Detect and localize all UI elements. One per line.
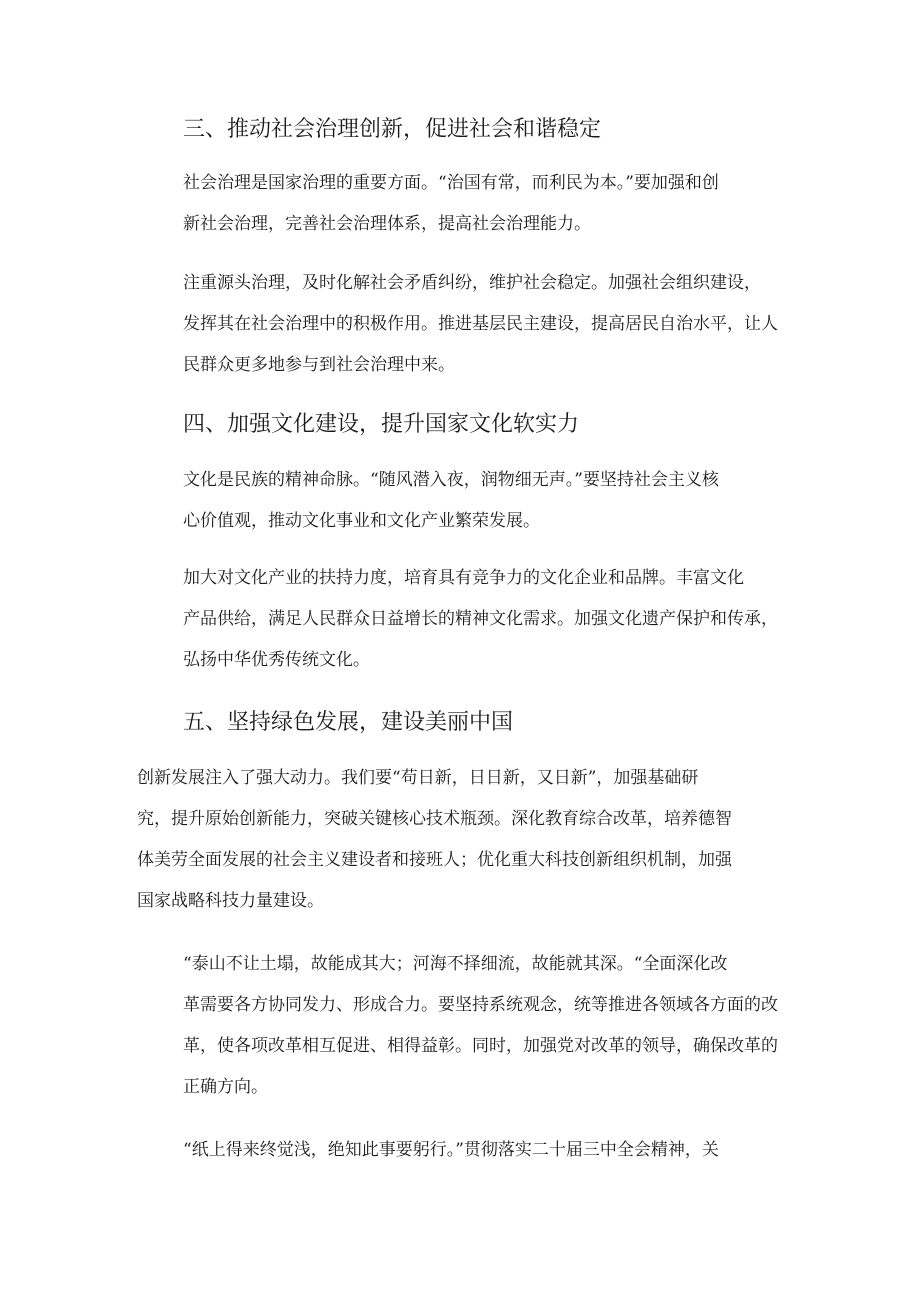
paragraph (137, 1130, 793, 1171)
section-heading-5: 五、坚持绿色发展，建设美丽中国 (183, 710, 514, 735)
text-line: 文化是民族的精神命脉。“随风潜入夜，润物细无声。”要坚持社会主义核 (183, 470, 719, 490)
text-line: 加大对文化产业的扶持力度，培育具有竞争力的文化企业和品牌。丰富文化 (183, 568, 744, 588)
paragraph (137, 460, 793, 542)
text-line: 新社会治理，完善社会治理体系，提高社会治理能力。 (183, 214, 591, 234)
text-line: 究，提升原始创新能力，突破关键核心技术瓶颈。深化教育综合改革，培养德智 (137, 809, 732, 829)
text-line: 革，使各项改革相互促进、相得益彰。同时，加强党对改革的领导，确保改革的 (183, 1036, 778, 1056)
text-line: “纸上得来终觉浅，绝知此事要躬行。”贯彻落实二十届三中全会精神，关 (183, 1140, 719, 1160)
text-line: 产品供给，满足人民群众日益增长的精神文化需求。加强文化遗产保护和传承， (183, 609, 778, 629)
text-line: 注重源头治理，及时化解社会矛盾纠纷，维护社会稳定。加强社会组织建设， (183, 273, 761, 293)
paragraph (137, 163, 793, 245)
text-line: 社会治理是国家治理的重要方面。“治国有常，而利民为本。”要加强和创 (183, 173, 719, 193)
section-heading-3: 三、推动社会治理创新，促进社会和谐稳定 (183, 117, 602, 142)
text-line: 革需要各方协同发力、形成合力。要坚持系统观念，统等推进各领域各方面的改 (183, 995, 778, 1015)
text-line: 心价值观，推动文化事业和文化产业繁荣发展。 (183, 511, 540, 531)
text-line: 民群众更多地参与到社会治理中来。 (183, 355, 455, 375)
paragraph (137, 263, 793, 386)
text-line: 国家战略科技力量建设。 (137, 891, 324, 911)
text-line: 创新发展注入了强大动力。我们要“苟日新，日日新，又日新”，加强基础研 (137, 768, 699, 788)
text-line: 发挥其在社会治理中的积极作用。推进基层民主建设，提高居民自治水平，让人 (183, 314, 778, 334)
text-line: 弘扬中华优秀传统文化。 (183, 650, 370, 670)
section-heading-4: 四、加强文化建设，提升国家文化软实力 (183, 412, 580, 437)
text-line: 体美劳全面发展的社会主义建设者和接班人；优化重大科技创新组织机制，加强 (137, 850, 732, 870)
paragraph (137, 558, 793, 681)
paragraph (137, 944, 793, 1108)
text-line: 正确方向。 (183, 1077, 268, 1097)
paragraph (137, 758, 793, 922)
text-line: “泰山不让土塌，故能成其大；河海不择细流，故能就其深。“全面深化改 (183, 954, 728, 974)
